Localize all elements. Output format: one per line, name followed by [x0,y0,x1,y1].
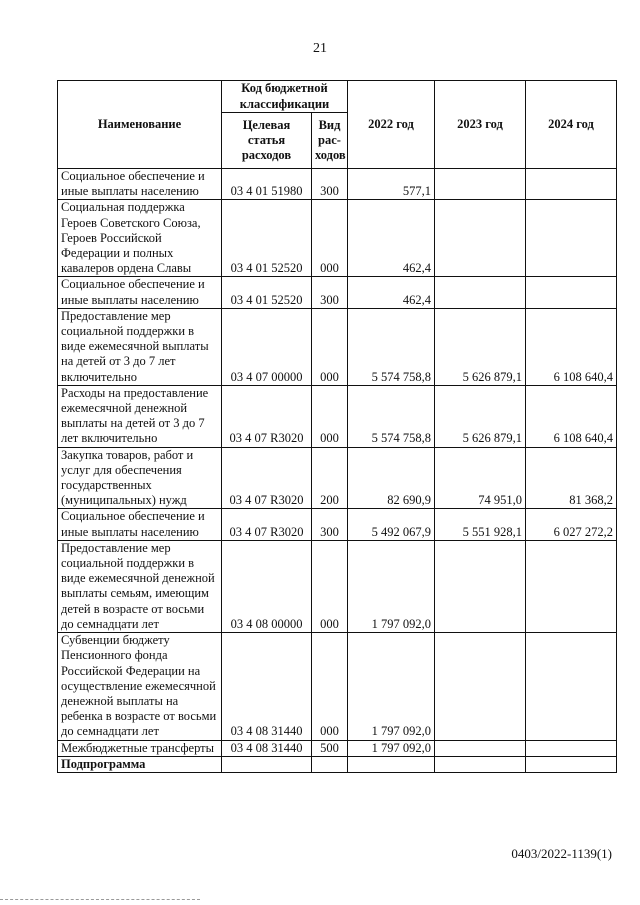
row-kind: 000 [312,385,348,447]
row-2024 [526,540,617,632]
row-2022: 1 797 092,0 [348,633,435,740]
row-2024: 6 027 272,2 [526,509,617,540]
budget-table [57,80,617,773]
row-2024: 81 368,2 [526,447,617,509]
row-code: 03 4 01 52520 [222,277,312,308]
row-name: Подпрограмма [58,756,222,772]
row-2022: 82 690,9 [348,447,435,509]
row-name: Предоставление мер социальной поддержки в виде ежемесячной денежной выплаты семьям, имеющим детей в возрасте от восьми до семнадцати лет [58,540,222,632]
row-2024 [526,740,617,756]
row-2023: 5 551 928,1 [435,509,526,540]
row-2024 [526,169,617,200]
row-2024: 6 108 640,4 [526,308,617,385]
row-2022: 5 574 758,8 [348,308,435,385]
table-row [58,447,617,509]
header-classification: Код бюджетной классификации [222,81,348,113]
row-code: 03 4 07 R3020 [222,509,312,540]
row-2022 [348,756,435,772]
header-2024: 2024 год [526,81,617,169]
table-row [58,540,617,632]
row-2023 [435,169,526,200]
row-kind: 300 [312,509,348,540]
row-2023 [435,740,526,756]
row-code: 03 4 08 31440 [222,740,312,756]
row-kind: 000 [312,308,348,385]
table-row [58,169,617,200]
row-2023 [435,277,526,308]
row-kind: 000 [312,200,348,277]
row-kind: 300 [312,277,348,308]
row-name: Социальное обеспечение и иные выплаты населению [58,169,222,200]
row-name: Социальное обеспечение и иные выплаты населению [58,277,222,308]
table-row [58,277,617,308]
row-code: 03 4 01 52520 [222,200,312,277]
row-2022: 577,1 [348,169,435,200]
row-name: Субвенции бюджету Пенсионного фонда Российской Федерации на осуществление ежемесячной денежной выплаты на ребенка в возрасте от восьми до семнадцати лет [58,633,222,740]
row-name: Социальная поддержка Героев Советского Союза, Героев Российской Федерации и полных кавалеров ордена Славы [58,200,222,277]
header-name: Наименование [58,81,222,169]
row-code: 03 4 07 00000 [222,308,312,385]
row-name: Закупка товаров, работ и услуг для обеспечения государственных (муниципальных) нужд [58,447,222,509]
header-kind: Вид рас-ходов [312,113,348,169]
header-2023: 2023 год [435,81,526,169]
table-row [58,385,617,447]
row-code: 03 4 07 R3020 [222,447,312,509]
row-code: 03 4 08 31440 [222,633,312,740]
document-id: 0403/2022-1139(1) [511,846,612,861]
header-target: Целевая статья расходов [222,113,312,169]
row-2023 [435,633,526,740]
row-2022: 1 797 092,0 [348,540,435,632]
table-row [58,509,617,540]
row-2023: 74 951,0 [435,447,526,509]
row-kind: 300 [312,169,348,200]
row-2023 [435,200,526,277]
row-2024 [526,277,617,308]
row-kind: 000 [312,540,348,632]
row-code: 03 4 01 51980 [222,169,312,200]
row-code [222,756,312,772]
row-2022: 462,4 [348,200,435,277]
row-2024 [526,633,617,740]
header-2022: 2022 год [348,81,435,169]
row-2024 [526,756,617,772]
row-2023 [435,540,526,632]
row-name: Социальное обеспечение и иные выплаты населению [58,509,222,540]
table-row [58,756,617,772]
row-2022: 462,4 [348,277,435,308]
row-name: Предоставление мер социальной поддержки в виде ежемесячной выплаты на детей от 3 до 7 лет включительно [58,308,222,385]
row-name: Межбюджетные трансферты [58,740,222,756]
row-2024 [526,200,617,277]
row-2022: 5 492 067,9 [348,509,435,540]
row-code: 03 4 07 R3020 [222,385,312,447]
table-row [58,308,617,385]
row-2024: 6 108 640,4 [526,385,617,447]
table-row [58,633,617,740]
row-2022: 1 797 092,0 [348,740,435,756]
row-2022: 5 574 758,8 [348,385,435,447]
row-2023 [435,756,526,772]
table-row [58,740,617,756]
page-number: 21 [313,41,327,56]
row-code: 03 4 08 00000 [222,540,312,632]
row-kind: 000 [312,633,348,740]
row-kind [312,756,348,772]
row-2023: 5 626 879,1 [435,385,526,447]
row-kind: 500 [312,740,348,756]
row-kind: 200 [312,447,348,509]
row-name: Расходы на предоставление ежемесячной денежной выплаты на детей от 3 до 7 лет включительно [58,385,222,447]
row-2023: 5 626 879,1 [435,308,526,385]
table-row [58,200,617,277]
divider [0,899,200,900]
